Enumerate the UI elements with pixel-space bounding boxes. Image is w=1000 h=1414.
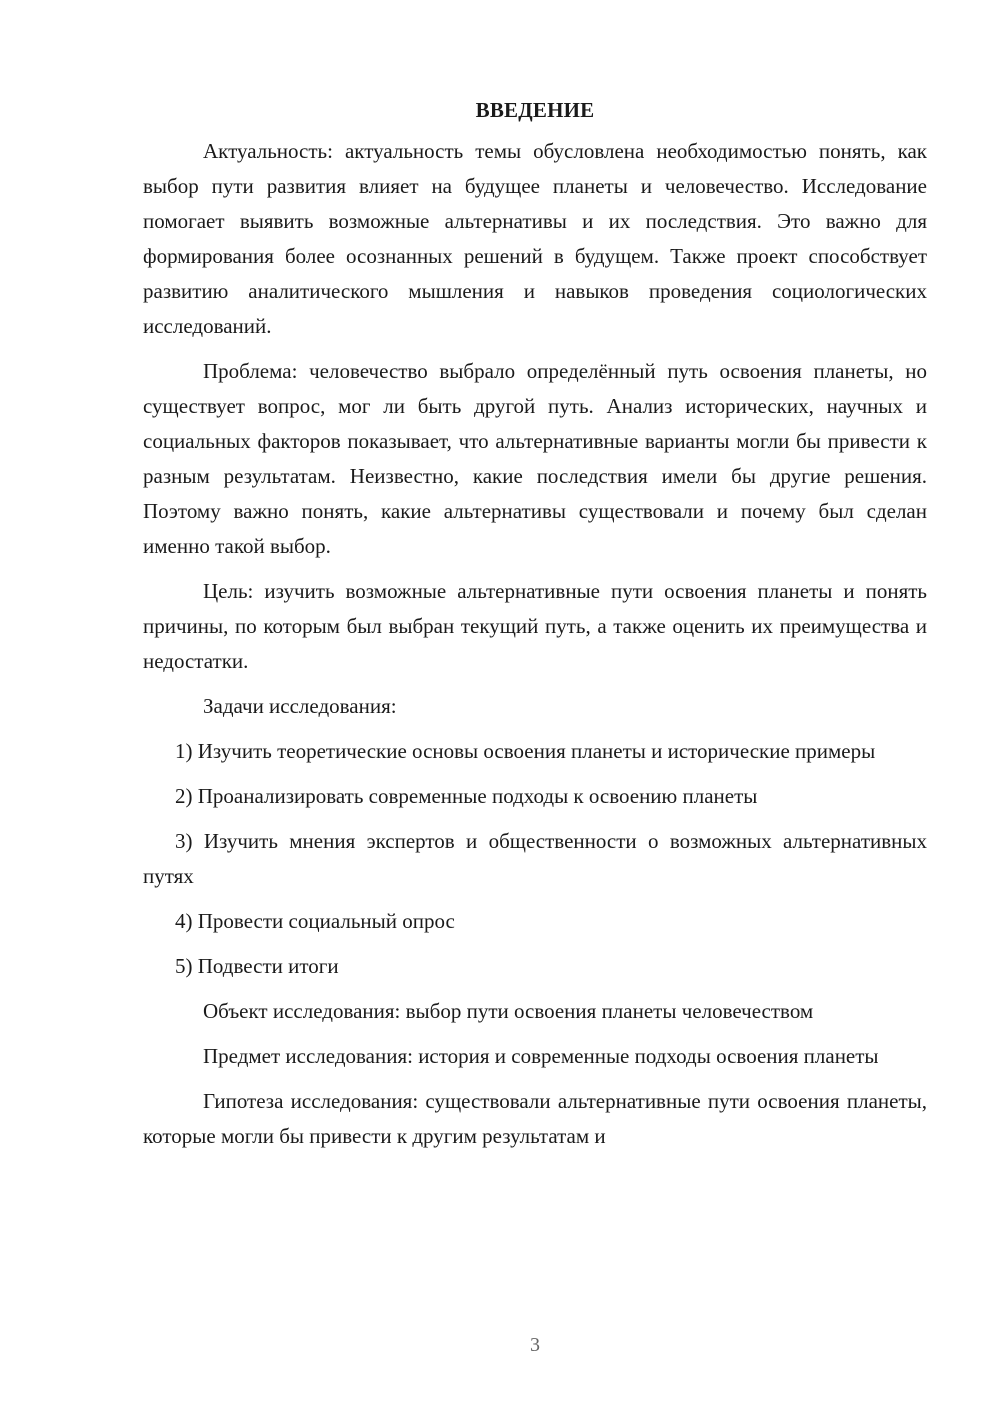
tasks-list bbox=[143, 734, 927, 984]
document-page bbox=[143, 96, 927, 1164]
task-item-4: 4) Провести социальный опрос bbox=[175, 909, 455, 933]
task-item-5: 5) Подвести итоги bbox=[175, 954, 339, 978]
problem-paragraph: Проблема: человечество выбрало определённый путь освоения планеты, но существует вопрос, мог ли быть другой путь. Анализ исторических, научных и социальных факторов показывает, что альтернативные варианты могли бы привести к разным результатам. Неизвестно, какие последствия имели бы другие решения. Поэтому важно понять, какие альтернативы существовали и почему был сделан именно такой выбор. bbox=[143, 359, 927, 558]
task-item-1: 1) Изучить теоретические основы освоения планеты и исторические примеры bbox=[175, 739, 876, 763]
tasks-label: Задачи исследования: bbox=[203, 694, 397, 718]
hypothesis-paragraph: Гипотеза исследования: существовали альтернативные пути освоения планеты, которые могли бы привести к другим результатам и bbox=[143, 1089, 927, 1148]
page-number: 3 bbox=[530, 1334, 540, 1356]
goal-paragraph: Цель: изучить возможные альтернативные пути освоения планеты и понять причины, по которым был выбран текущий путь, а также оценить их преимущества и недостатки. bbox=[143, 579, 927, 673]
section-heading: ВВЕДЕНИЕ bbox=[475, 98, 595, 122]
object-paragraph: Объект исследования: выбор пути освоения планеты человечеством bbox=[203, 999, 814, 1023]
task-item-3: 3) Изучить мнения экспертов и общественности о возможных альтернативных путях bbox=[143, 829, 927, 888]
task-item-2: 2) Проанализировать современные подходы к освоению планеты bbox=[175, 784, 758, 808]
relevance-paragraph: Актуальность: актуальность темы обусловлена необходимостью понять, как выбор пути развития влияет на будущее планеты и человечество. Исследование помогает выявить возможные альтернативы и их последствия. Это важно для формирования более осознанных решений в будущем. Также проект способствует развитию аналитического мышления и навыков проведения социологических исследований. bbox=[143, 139, 927, 338]
subject-paragraph: Предмет исследования: история и современные подходы освоения планеты bbox=[203, 1044, 879, 1068]
